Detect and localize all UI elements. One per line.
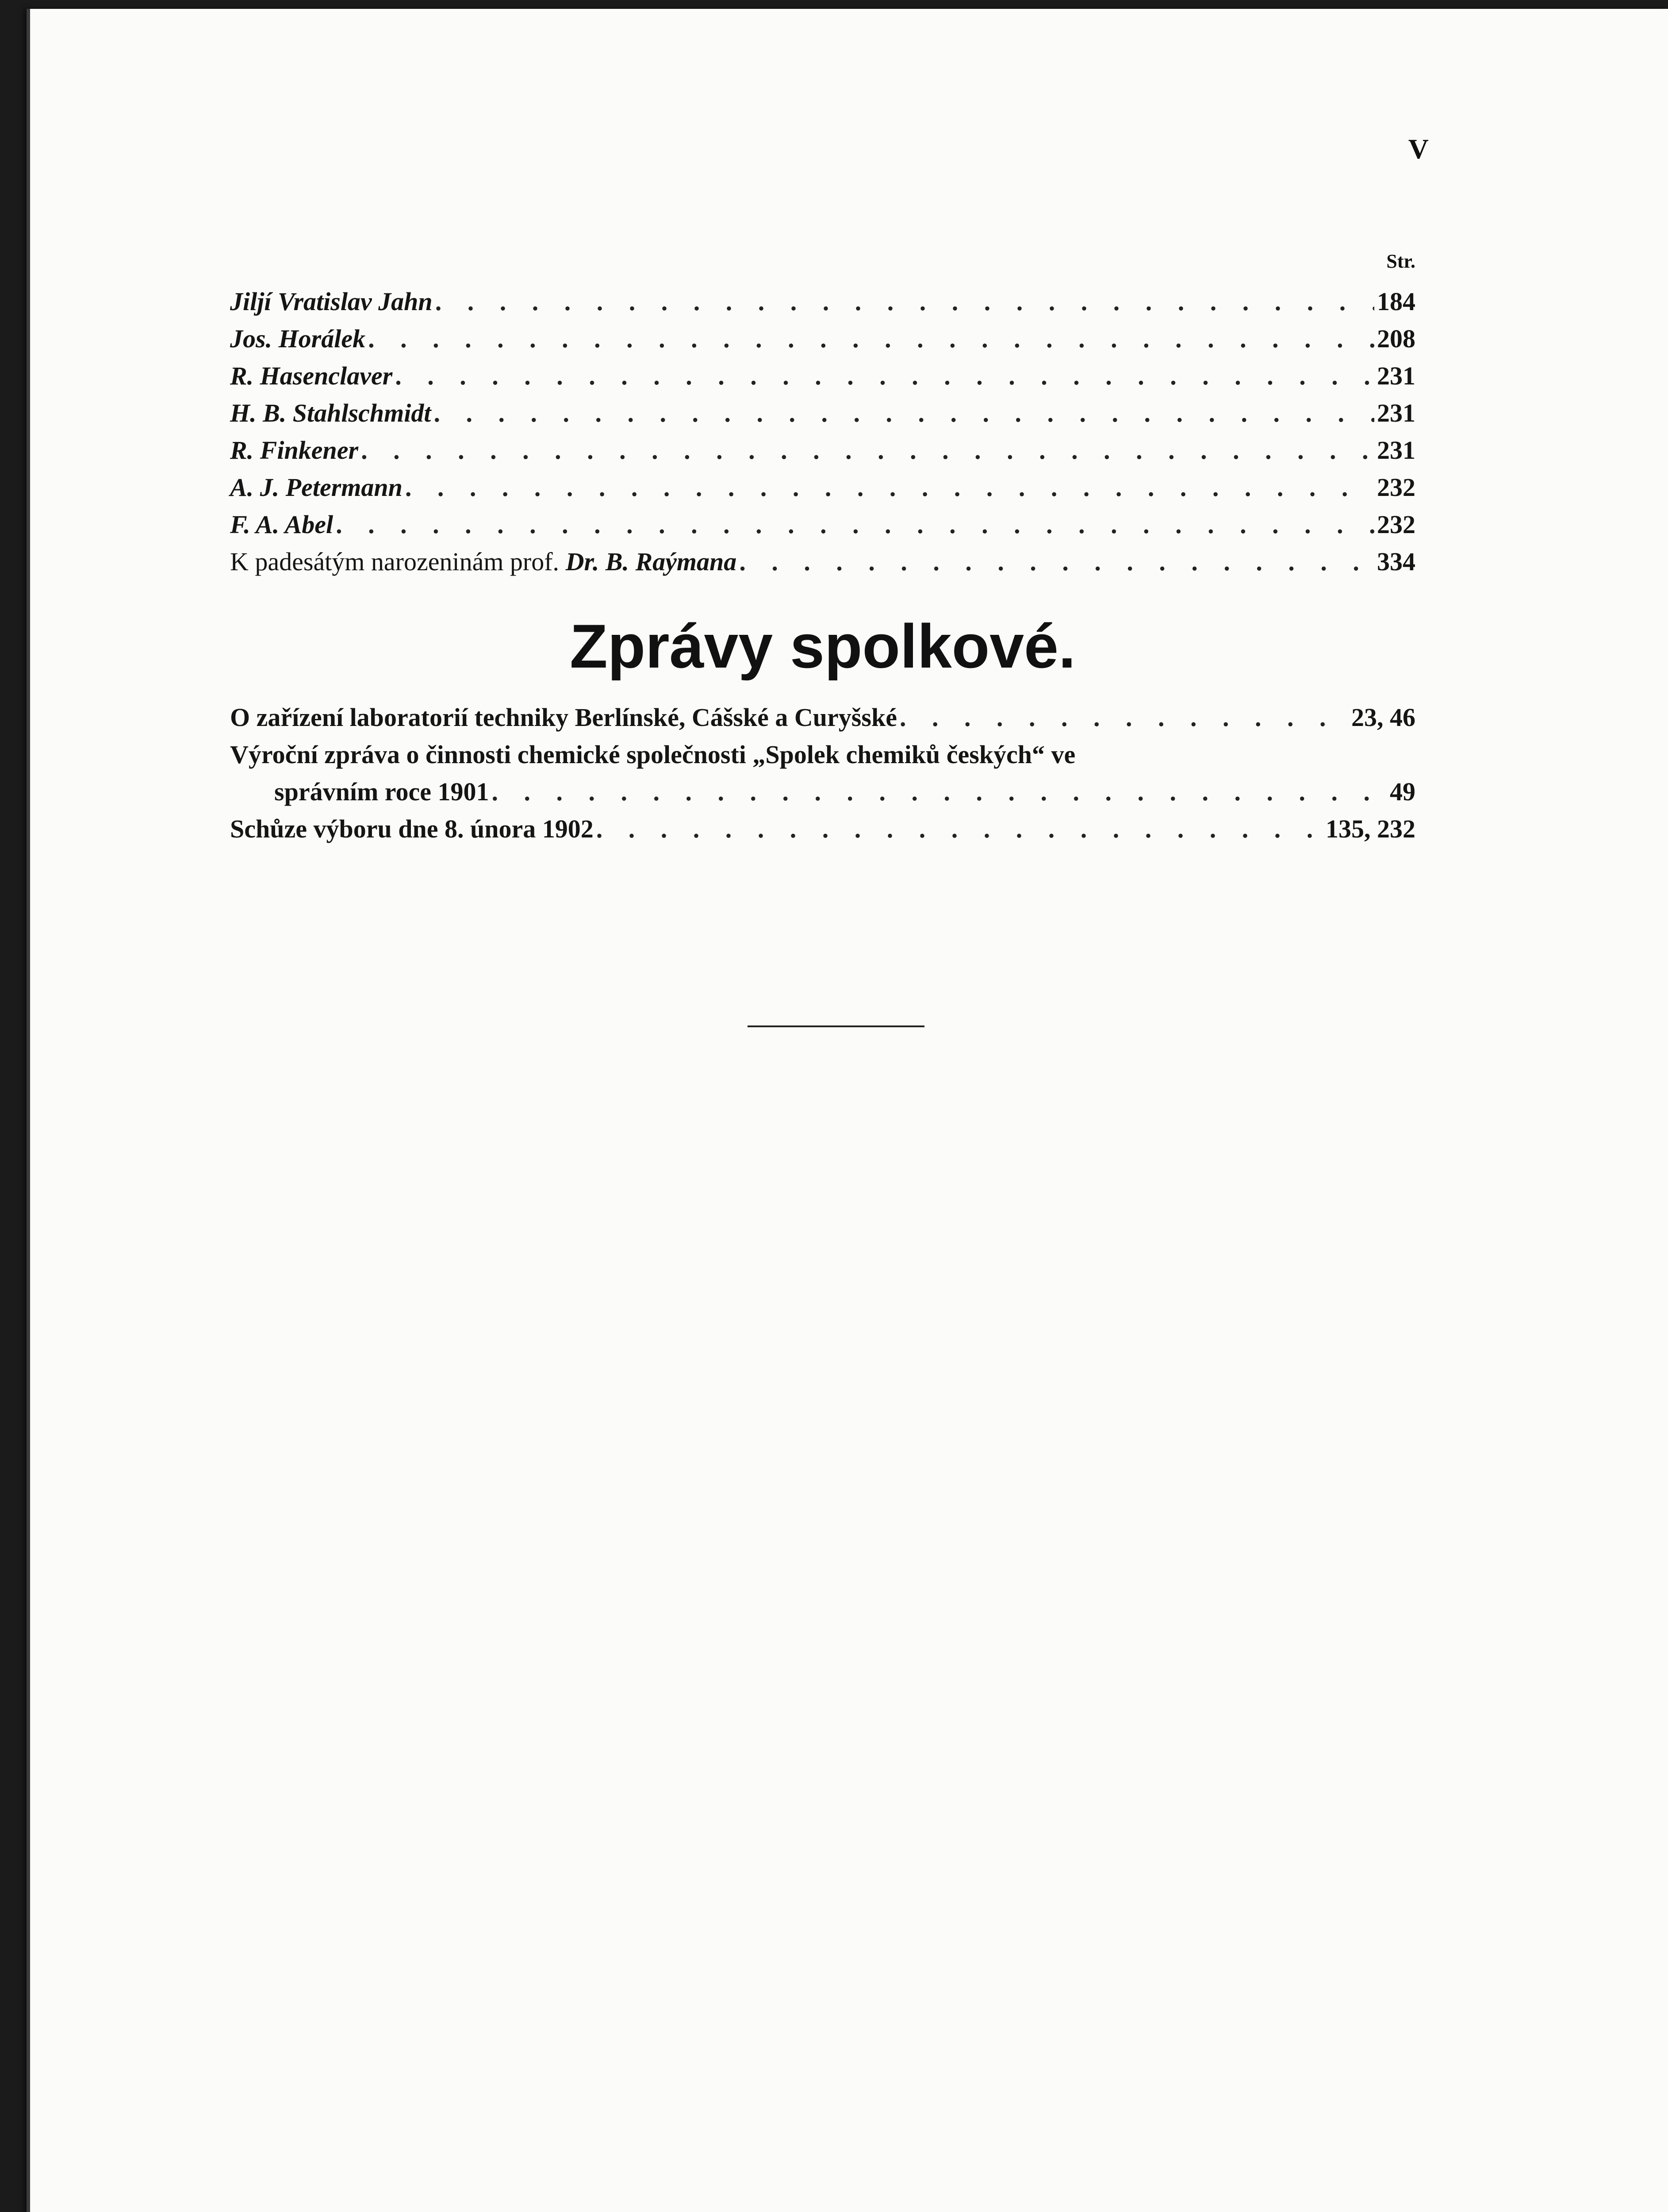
list-item-continuation (230, 773, 1415, 810)
list-item (230, 283, 1415, 320)
leader-dots (435, 283, 1374, 320)
entry-title: Schůze výboru dne 8. února 1902 (230, 814, 594, 843)
leader-dots (361, 432, 1374, 469)
leader-dots (433, 395, 1374, 432)
document-page (27, 9, 1668, 2212)
entry-page: 232 (1377, 473, 1415, 502)
list-item (230, 506, 1415, 543)
list-item (230, 469, 1415, 506)
entry-page: 231 (1377, 436, 1415, 465)
entry-title: O zařízení laboratorií techniky Berlínské, Cášské a Curyšské (230, 703, 897, 732)
page-folio: V (1408, 133, 1429, 165)
entry-title-prefix: K padesátým narozeninám prof. (230, 547, 560, 576)
leader-dots (491, 773, 1387, 810)
entry-title (230, 543, 736, 580)
leader-dots (596, 810, 1323, 848)
entry-title: Jos. Horálek (230, 324, 366, 353)
list-item (230, 810, 1415, 848)
list-item (230, 699, 1415, 736)
entry-page: 49 (1390, 777, 1415, 806)
entry-title-name: Dr. B. Raýmana (565, 547, 737, 576)
entry-title: R. Finkener (230, 436, 359, 465)
entry-title: H. B. Stahlschmidt (230, 399, 431, 427)
entry-page: 23, 46 (1351, 703, 1415, 732)
leader-dots (900, 699, 1349, 736)
entry-title: Jiljí Vratislav Jahn (230, 287, 433, 316)
entry-page: 135, 232 (1326, 814, 1415, 843)
list-item (230, 320, 1415, 357)
page-column-header: Str. (1386, 250, 1415, 272)
list-item (230, 432, 1415, 469)
entry-page: 232 (1377, 510, 1415, 539)
entry-page: 184 (1377, 287, 1415, 316)
entry-page: 231 (1377, 361, 1415, 390)
leader-dots (395, 357, 1374, 395)
entry-page: 334 (1377, 547, 1415, 576)
entry-title: F. A. Abel (230, 510, 334, 539)
entry-title: R. Hasenclaver (230, 361, 393, 390)
section-heading: Zprávy spolkové. (570, 611, 1076, 681)
list-item (230, 736, 1415, 773)
page-edge (27, 9, 30, 2212)
list-item (230, 395, 1415, 432)
leader-dots (405, 469, 1374, 506)
leader-dots (368, 320, 1374, 357)
entry-page: 208 (1377, 324, 1415, 353)
leader-dots (336, 506, 1374, 543)
entry-title-line: správním roce 1901 (274, 777, 489, 806)
obituary-list (230, 283, 1415, 580)
entry-title: A. J. Petermann (230, 473, 403, 502)
list-item (230, 357, 1415, 395)
entry-title-line: Výroční zpráva o činnosti chemické společnosti „Spolek chemiků českých“ ve (230, 740, 1076, 769)
society-news-list (230, 699, 1415, 848)
leader-dots (739, 543, 1374, 580)
entry-page: 231 (1377, 399, 1415, 427)
closing-rule (748, 1025, 924, 1027)
list-item (230, 543, 1415, 580)
